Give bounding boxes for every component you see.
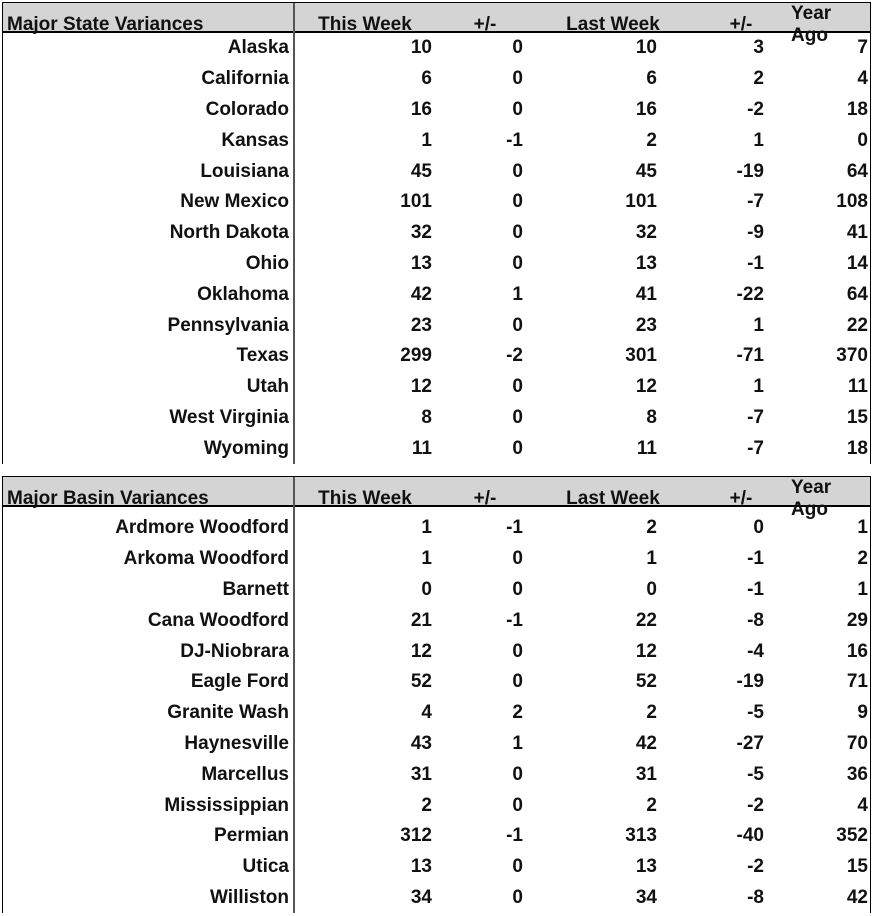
cell-this-week: 0 — [421, 578, 432, 600]
row-name: Pennsylvania — [3, 310, 295, 341]
cell-year-ago: 14 — [846, 252, 868, 274]
cell-change-year: 1 — [753, 129, 764, 151]
header-last-week: Last Week — [566, 488, 660, 509]
cell-last-week: 23 — [635, 314, 657, 336]
row-name: Arkoma Woodford — [3, 544, 295, 575]
cell-change-week: -1 — [506, 609, 523, 631]
cell-change-week: -1 — [506, 517, 523, 539]
cell-last-week: 41 — [635, 283, 657, 305]
cell-change-year: -5 — [747, 702, 764, 724]
cell-this-week: 11 — [411, 437, 432, 459]
cell-this-week: 34 — [410, 886, 432, 908]
cell-year-ago: 370 — [836, 345, 868, 367]
cell-this-week: 13 — [410, 856, 432, 878]
cell-last-week: 22 — [635, 609, 657, 631]
header-year-ago: Year Ago — [791, 3, 832, 46]
cell-change-week: 0 — [512, 763, 523, 785]
cell-change-year: -8 — [747, 609, 764, 631]
cell-change-year: -19 — [736, 671, 764, 693]
cell-change-year: -1 — [747, 252, 764, 274]
cell-year-ago: 108 — [836, 191, 868, 213]
cell-change-year: -4 — [747, 640, 764, 662]
row-name: Colorado — [3, 95, 295, 126]
row-name: Mississippian — [3, 790, 295, 821]
cell-change-week: 1 — [512, 283, 523, 305]
cell-change-week: 0 — [512, 548, 523, 570]
cell-change-week: 0 — [512, 252, 523, 274]
header-change-week: +/- — [473, 488, 497, 509]
cell-change-year: 3 — [753, 37, 764, 59]
cell-this-week: 101 — [400, 191, 432, 213]
cell-this-week: 2 — [421, 794, 432, 816]
cell-last-week: 12 — [635, 376, 657, 398]
cell-last-week: 101 — [625, 191, 657, 213]
row-name: Barnett — [3, 575, 295, 606]
cell-this-week: 31 — [410, 763, 432, 785]
cell-year-ago: 2 — [857, 548, 868, 570]
row-name: Marcellus — [3, 759, 295, 790]
header-change-week: +/- — [473, 14, 497, 35]
row-name: Oklahoma — [3, 279, 295, 310]
row-name: Utah — [3, 372, 295, 403]
row-name: Utica — [3, 852, 295, 883]
cell-this-week: 1 — [421, 129, 432, 151]
cell-last-week: 2 — [646, 129, 657, 151]
cell-last-week: 12 — [635, 640, 657, 662]
cell-year-ago: 70 — [846, 732, 868, 754]
cell-this-week: 32 — [410, 222, 432, 244]
cell-change-week: 0 — [512, 406, 523, 428]
cell-last-week: 2 — [646, 517, 657, 539]
cell-change-week: 0 — [512, 98, 523, 120]
cell-this-week: 52 — [410, 671, 432, 693]
basin-section-title: Major Basin Variances — [3, 477, 295, 521]
cell-this-week: 12 — [410, 640, 432, 662]
cell-year-ago: 15 — [846, 406, 868, 428]
cell-this-week: 8 — [421, 406, 432, 428]
cell-change-year: 1 — [753, 314, 764, 336]
row-name: Alaska — [3, 33, 295, 64]
cell-change-week: 2 — [512, 702, 523, 724]
cell-year-ago: 18 — [846, 98, 868, 120]
row-name: Louisiana — [3, 156, 295, 187]
cell-year-ago: 16 — [846, 640, 868, 662]
cell-this-week: 312 — [400, 825, 432, 847]
row-name: California — [3, 64, 295, 95]
cell-change-year: -27 — [736, 732, 764, 754]
cell-change-year: -5 — [747, 763, 764, 785]
cell-last-week: 34 — [635, 886, 657, 908]
cell-change-year: -8 — [747, 886, 764, 908]
cell-this-week: 16 — [410, 98, 432, 120]
cell-change-week: 0 — [512, 856, 523, 878]
cell-this-week: 21 — [410, 609, 432, 631]
cell-last-week: 10 — [635, 37, 657, 59]
cell-year-ago: 71 — [846, 671, 868, 693]
cell-change-year: -40 — [736, 825, 764, 847]
cell-year-ago: 22 — [846, 314, 868, 336]
cell-year-ago: 11 — [847, 376, 868, 398]
cell-change-week: 1 — [512, 732, 523, 754]
cell-change-week: 0 — [512, 160, 523, 182]
cell-this-week: 13 — [410, 252, 432, 274]
header-change-year: +/- — [729, 14, 753, 35]
cell-change-week: 0 — [512, 37, 523, 59]
cell-this-week: 1 — [421, 548, 432, 570]
cell-last-week: 52 — [635, 671, 657, 693]
row-name: Wyoming — [3, 433, 295, 464]
row-name: Williston — [3, 883, 295, 914]
cell-change-week: 0 — [512, 191, 523, 213]
cell-year-ago: 4 — [857, 794, 868, 816]
row-name: DJ-Niobrara — [3, 636, 295, 667]
cell-this-week: 1 — [421, 517, 432, 539]
cell-this-week: 10 — [410, 37, 432, 59]
cell-this-week: 299 — [400, 345, 432, 367]
cell-change-year: -7 — [747, 191, 764, 213]
cell-change-week: 0 — [512, 794, 523, 816]
cell-change-week: 0 — [512, 314, 523, 336]
row-name: Eagle Ford — [3, 667, 295, 698]
row-name: Haynesville — [3, 729, 295, 760]
cell-last-week: 2 — [646, 702, 657, 724]
cell-change-year: -71 — [736, 345, 764, 367]
cell-change-year: -9 — [747, 222, 764, 244]
cell-last-week: 16 — [635, 98, 657, 120]
cell-last-week: 13 — [635, 252, 657, 274]
cell-year-ago: 4 — [857, 68, 868, 90]
cell-last-week: 6 — [646, 68, 657, 90]
row-name: Cana Woodford — [3, 605, 295, 636]
cell-change-week: -2 — [506, 345, 523, 367]
cell-change-week: 0 — [512, 886, 523, 908]
cell-change-week: 0 — [512, 578, 523, 600]
cell-year-ago: 0 — [857, 129, 868, 151]
cell-this-week: 12 — [410, 376, 432, 398]
cell-change-year: -7 — [747, 406, 764, 428]
cell-last-week: 313 — [625, 825, 657, 847]
basin-table-body — [2, 507, 871, 913]
state-table-body — [2, 33, 871, 464]
cell-last-week: 2 — [646, 794, 657, 816]
row-name: Granite Wash — [3, 698, 295, 729]
header-this-week: This Week — [318, 488, 412, 509]
cell-change-year: -19 — [736, 160, 764, 182]
cell-change-week: -1 — [506, 129, 523, 151]
cell-change-week: 0 — [512, 222, 523, 244]
row-name: Kansas — [3, 125, 295, 156]
cell-this-week: 4 — [421, 702, 432, 724]
cell-last-week: 45 — [635, 160, 657, 182]
cell-change-year: -2 — [747, 98, 764, 120]
cell-change-year: 2 — [753, 68, 764, 90]
cell-change-year: -2 — [747, 856, 764, 878]
cell-this-week: 43 — [410, 732, 432, 754]
cell-year-ago: 29 — [846, 609, 868, 631]
cell-year-ago: 42 — [846, 886, 868, 908]
cell-year-ago: 7 — [857, 37, 868, 59]
cell-last-week: 11 — [636, 437, 657, 459]
cell-change-year: -22 — [736, 283, 764, 305]
cell-year-ago: 64 — [846, 283, 868, 305]
cell-year-ago: 1 — [857, 578, 868, 600]
basin-header-row — [2, 476, 871, 520]
cell-last-week: 32 — [635, 222, 657, 244]
cell-this-week: 23 — [410, 314, 432, 336]
cell-year-ago: 1 — [857, 517, 868, 539]
cell-this-week: 42 — [410, 283, 432, 305]
cell-last-week: 0 — [646, 578, 657, 600]
cell-last-week: 8 — [646, 406, 657, 428]
cell-last-week: 42 — [635, 732, 657, 754]
cell-this-week: 6 — [421, 68, 432, 90]
cell-change-year: -2 — [747, 794, 764, 816]
cell-change-year: -7 — [747, 437, 764, 459]
header-last-week: Last Week — [566, 14, 660, 35]
cell-change-year: 0 — [753, 517, 764, 539]
cell-year-ago: 15 — [846, 856, 868, 878]
cell-this-week: 45 — [410, 160, 432, 182]
cell-change-year: -1 — [747, 548, 764, 570]
header-year-ago: Year Ago — [791, 477, 832, 520]
header-this-week: This Week — [318, 14, 412, 35]
cell-year-ago: 18 — [846, 437, 868, 459]
row-name: West Virginia — [3, 403, 295, 434]
cell-change-week: 0 — [512, 640, 523, 662]
cell-year-ago: 41 — [846, 222, 868, 244]
state-header-row — [2, 2, 871, 46]
cell-change-week: 0 — [512, 437, 523, 459]
cell-year-ago: 64 — [846, 160, 868, 182]
row-name: Permian — [3, 821, 295, 852]
cell-last-week: 1 — [646, 548, 657, 570]
cell-change-week: 0 — [512, 671, 523, 693]
cell-change-year: -1 — [747, 578, 764, 600]
row-name: New Mexico — [3, 187, 295, 218]
cell-last-week: 13 — [635, 856, 657, 878]
cell-year-ago: 9 — [857, 702, 868, 724]
row-name: Texas — [3, 341, 295, 372]
row-name: Ohio — [3, 249, 295, 280]
header-change-year: +/- — [729, 488, 753, 509]
row-name: Ardmore Woodford — [3, 513, 295, 544]
cell-change-week: 0 — [512, 68, 523, 90]
row-name: North Dakota — [3, 218, 295, 249]
cell-last-week: 301 — [625, 345, 657, 367]
cell-change-year: 1 — [753, 376, 764, 398]
state-section-title: Major State Variances — [3, 3, 295, 47]
cell-year-ago: 352 — [836, 825, 868, 847]
cell-change-week: 0 — [512, 376, 523, 398]
cell-year-ago: 36 — [846, 763, 868, 785]
cell-change-week: -1 — [506, 825, 523, 847]
cell-last-week: 31 — [635, 763, 657, 785]
